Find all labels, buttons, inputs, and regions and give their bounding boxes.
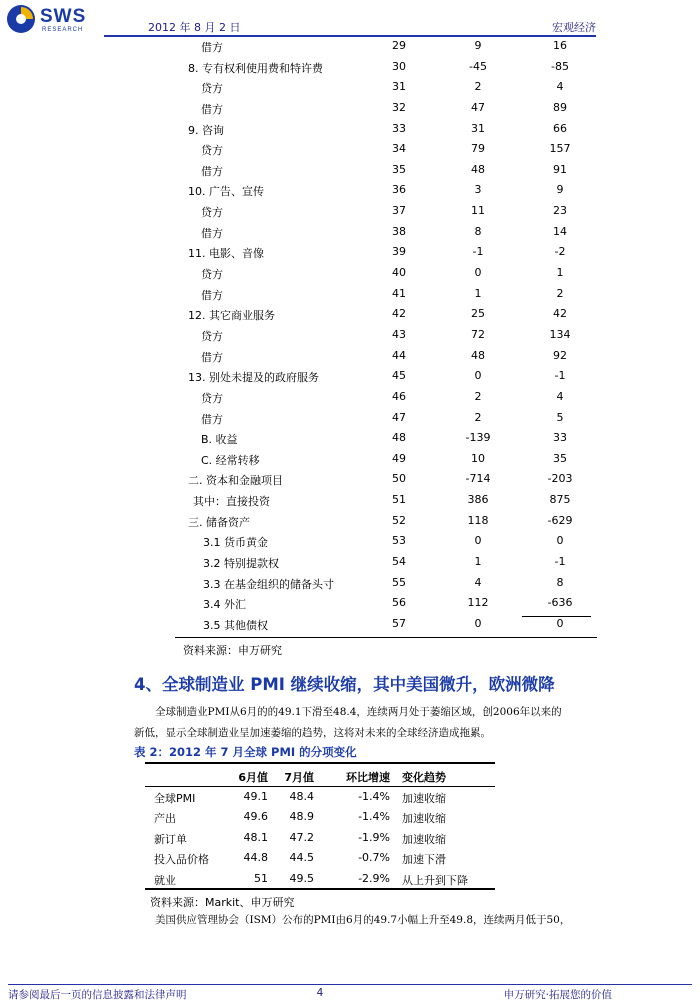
pmi-table [150,765,495,888]
table-row [175,160,597,181]
row-label: 11. 电影、音像 [188,247,264,261]
table-row [175,552,597,573]
row-value-b: 4 [556,80,564,94]
row-line-number: 54 [392,555,406,569]
row-label: 借方 [201,226,223,240]
row-label: 3.2 特别提款权 [203,557,279,571]
row-value-a: 79 [471,142,485,156]
table2-top-rule [145,762,495,764]
june-value: 51 [254,871,268,885]
row-value-a: 4 [474,575,482,589]
row-value-a: 25 [471,307,485,321]
row-line-number: 52 [392,513,406,527]
table-row [150,827,495,848]
footer-disclaimer[interactable]: 请参阅最后一页的信息披露和法律声明 [8,989,187,1001]
row-label: 3.1 货币黄金 [203,536,268,550]
row-line-number: 31 [392,80,406,94]
table-row [175,346,597,367]
row-line-number: 42 [392,307,406,321]
row-value-b: 0 [556,616,564,630]
row-line-number: 44 [392,348,406,362]
footer-slogan: 申万研究·拓展您的价值 [503,989,612,1001]
row-line-number: 37 [392,204,406,218]
row-line-number: 33 [392,121,406,135]
pmi-item-name: 产出 [154,812,176,825]
table-row [175,222,597,243]
row-value-a: 2 [474,389,482,403]
header-june: 6月值 [238,771,268,784]
row-line-number: 47 [392,410,406,424]
table-row [175,284,597,305]
june-value: 49.6 [243,810,268,823]
row-value-a: 31 [471,121,485,135]
row-value-a: 0 [474,266,482,280]
table-row [175,511,597,532]
row-value-b: 35 [553,451,567,465]
row-value-a: -45 [469,59,487,73]
june-value: 44.8 [243,851,268,864]
paragraph-ism [134,910,604,931]
mom-change: -1.4% [358,810,390,823]
table2-bottom-rule [145,888,495,890]
row-line-number: 41 [392,286,406,300]
table-row [175,366,597,387]
row-value-b: 2 [556,286,564,300]
logo-subtext: RESEARCH [42,27,84,33]
trend-text: 加速收缩 [402,791,446,805]
row-value-a: -139 [465,431,491,445]
row-label: 贷方 [201,329,223,343]
row-line-number: 45 [392,369,406,383]
table1-source: 资料来源：申万研究 [183,644,282,657]
row-value-b: -1 [554,555,566,569]
logo-text: SWS [40,6,87,27]
row-value-b: -636 [547,596,573,610]
july-value: 48.9 [289,810,314,823]
table-row [175,57,597,78]
row-line-number: 43 [392,327,406,341]
pmi-item-name: 就业 [154,873,176,887]
row-label: 3.4 外汇 [203,598,246,612]
row-line-number: 29 [392,39,406,52]
table-row [175,387,597,408]
row-value-a: 2 [474,410,482,424]
row-line-number: 49 [392,451,406,465]
row-value-a: 1 [474,555,482,569]
row-line-number: 38 [392,224,406,238]
table-row [175,449,597,470]
row-value-b: -1 [554,369,566,383]
table-row [150,868,495,889]
row-value-a: 386 [467,493,489,507]
row-label: 贷方 [201,144,223,158]
row-value-a: 0 [474,534,482,548]
row-value-b: 134 [549,327,571,341]
row-value-b: 1 [556,266,564,280]
paragraph-line: 全球制造业PMI从6月的的49.1下滑至48.4，连续两月处于萎缩区域，创2006年以来的 [155,706,562,718]
cell-underline [522,616,591,617]
page-number: 4 [316,987,324,999]
row-value-a: 47 [471,100,485,114]
trend-text: 加速下滑 [402,853,446,866]
table-row [175,593,597,614]
row-label: B. 收益 [201,433,238,447]
row-label: 借方 [201,41,223,54]
row-line-number: 48 [392,431,406,445]
row-line-number: 35 [392,162,406,176]
july-value: 44.5 [289,851,314,864]
row-line-number: 51 [392,493,406,507]
table-row [175,139,597,160]
row-value-a: -1 [472,245,484,259]
row-label: 贷方 [201,391,223,405]
row-value-b: 5 [556,410,564,424]
table-row [175,408,597,429]
row-label: 借方 [201,102,223,116]
row-value-b: 157 [549,142,571,156]
row-value-b: 89 [553,100,567,114]
row-line-number: 32 [392,100,406,114]
table-row [175,469,597,490]
header-trend: 变化趋势 [402,771,446,784]
row-label: 8. 专有权利使用费和特许费 [188,61,323,75]
june-value: 48.1 [243,830,268,844]
row-value-b: -629 [547,513,573,527]
table2-source: 资料来源：Markit、申万研究 [150,896,295,909]
row-value-b: 42 [553,307,567,321]
row-value-b: 8 [556,575,564,589]
table2-header-rule [145,786,495,787]
row-label: 贷方 [201,268,223,282]
row-value-b: -85 [551,59,569,73]
table-row [175,428,597,449]
paragraph-pmi [134,702,604,744]
table-row [175,531,597,552]
row-value-b: 23 [553,204,567,218]
row-label: 借方 [201,350,223,364]
trend-text: 加速收缩 [402,812,446,825]
row-value-a: 112 [467,596,489,610]
row-line-number: 39 [392,245,406,259]
row-value-a: 118 [467,513,489,527]
table-row [150,806,495,827]
table-row [175,263,597,284]
header-date: 2012 年 8 月 2 日 [148,21,241,34]
pmi-item-name: 新订单 [154,832,187,846]
row-line-number: 46 [392,389,406,403]
row-value-a: 48 [471,348,485,362]
row-value-a: 0 [474,616,482,630]
row-value-b: 0 [556,534,564,548]
mom-change: -0.7% [358,851,390,864]
row-label: 二. 资本和金融项目 [188,474,283,488]
table-row [175,242,597,263]
row-label: 贷方 [201,82,223,96]
paragraph-line: 新低，显示全球制造业呈加速萎缩的趋势，这将对未来的全球经济造成拖累。 [134,727,491,739]
july-value: 49.5 [289,871,314,885]
row-label: C. 经常转移 [201,453,260,467]
row-value-b: 92 [553,348,567,362]
paragraph-line: 美国供应管理协会（ISM）公布的PMI由6月的49.7小幅上升至49.8，连续两月低于50， [155,914,571,926]
row-value-a: 48 [471,162,485,176]
row-value-b: 33 [553,431,567,445]
row-value-a: 2 [474,80,482,94]
row-value-a: 72 [471,327,485,341]
row-line-number: 30 [392,59,406,73]
row-label: 3.5 其他债权 [203,618,268,632]
table-row [175,304,597,325]
row-label: 三. 储备资产 [188,515,250,529]
row-value-a: 8 [474,224,482,238]
footer-divider [8,984,692,985]
table-header-row [150,765,495,786]
mom-change: -1.9% [358,830,390,844]
row-label: 3.3 在基金组织的储备头寸 [203,577,334,591]
row-value-b: -2 [554,245,566,259]
table-row [175,119,597,140]
row-label: 9. 咨询 [188,123,224,137]
row-value-a: 1 [474,286,482,300]
table-row [175,180,597,201]
row-line-number: 34 [392,142,406,156]
sws-logo-icon [6,4,36,34]
table-row [175,201,597,222]
table-row [175,36,597,57]
row-value-b: 66 [553,121,567,135]
table-row [175,325,597,346]
row-line-number: 40 [392,266,406,280]
row-line-number: 53 [392,534,406,548]
mom-change: -1.4% [358,789,390,803]
sws-logo [6,4,96,38]
row-value-a: 9 [474,39,482,52]
table-row [175,490,597,511]
row-value-a: 11 [471,204,485,218]
row-value-b: 14 [553,224,567,238]
trend-text: 从上升到下降 [402,873,468,887]
row-value-b: 875 [549,493,571,507]
header-mom: 环比增速 [346,771,390,784]
row-value-a: 0 [474,369,482,383]
july-value: 47.2 [289,830,314,844]
row-value-b: 16 [553,39,567,52]
mom-change: -2.9% [358,871,390,885]
header-july: 7月值 [284,771,314,784]
june-value: 49.1 [243,789,268,803]
header-category: 宏观经济 [552,21,596,34]
table-row [175,573,597,594]
pmi-item-name: 全球PMI [154,791,196,805]
row-label: 借方 [201,164,223,178]
row-value-b: -203 [547,472,573,486]
table-row [175,98,597,119]
trend-text: 加速收缩 [402,832,446,846]
table-row [175,614,597,635]
row-line-number: 56 [392,596,406,610]
row-value-a: -714 [465,472,491,486]
row-label: 贷方 [201,206,223,220]
row-line-number: 50 [392,472,406,486]
pmi-item-name: 投入品价格 [154,853,209,866]
row-line-number: 36 [392,183,406,197]
row-line-number: 57 [392,616,406,630]
july-value: 48.4 [289,789,314,803]
row-label: 借方 [201,412,223,426]
row-line-number: 55 [392,575,406,589]
table2-title: 表 2：2012 年 7 月全球 PMI 的分项变化 [134,745,357,759]
row-label: 10. 广告、宣传 [188,185,264,199]
table-row [150,786,495,807]
row-value-b: 9 [556,183,564,197]
row-value-a: 3 [474,183,482,197]
row-value-a: 10 [471,451,485,465]
row-value-b: 4 [556,389,564,403]
row-label: 其中：直接投资 [193,495,270,509]
table-row [175,77,597,98]
row-label: 13. 别处未提及的政府服务 [188,371,319,385]
section-title: 4、全球制造业 PMI 继续收缩，其中美国微升，欧洲微降 [134,675,555,694]
table-row [150,847,495,868]
table1-bottom-rule [175,637,597,638]
row-label: 12. 其它商业服务 [188,309,275,323]
balance-of-payments-table [175,36,597,635]
row-value-b: 91 [553,162,567,176]
row-label: 借方 [201,288,223,302]
